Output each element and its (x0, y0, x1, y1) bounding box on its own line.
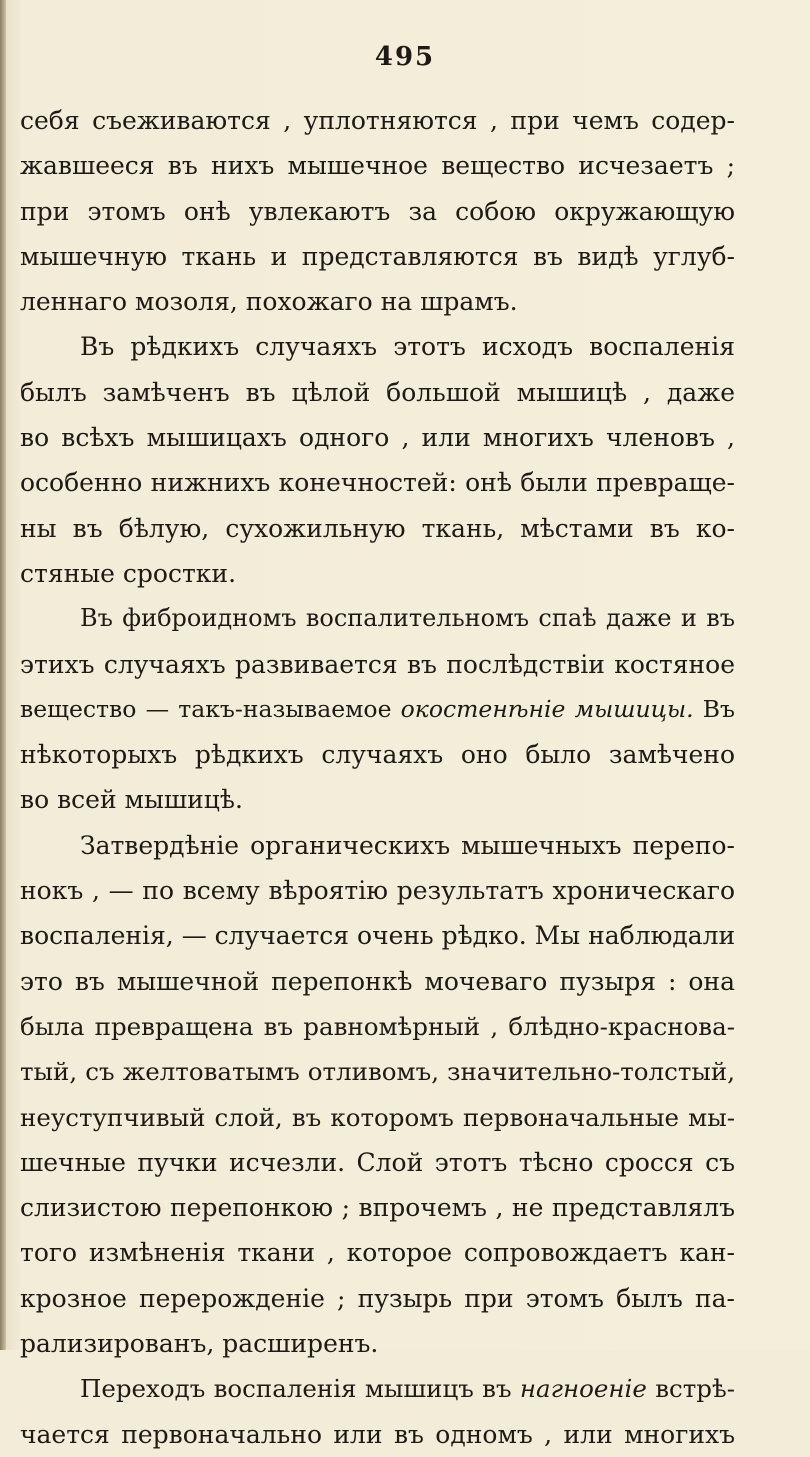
text-line: ны въ бѣлую, сухожильную ткань, мѣстами въ ко- (20, 513, 735, 543)
italic-term: окостенѣніе мышицы. (400, 694, 694, 723)
text-line: неуступчивый слой, въ которомъ первоначальные мы- (20, 1102, 735, 1132)
page-binding-edge (0, 0, 6, 1350)
text-line: Въ рѣдкихъ случаяхъ этотъ исходъ воспаленія (80, 332, 735, 362)
text-line: чается первоначально или въ одномъ , или многихъ (20, 1419, 735, 1449)
text-line: жавшееся въ нихъ мышечное вещество исчезаетъ ; (20, 151, 735, 181)
text-segment: Въ (693, 694, 735, 723)
text-line: мышечную ткань и представляются въ видѣ углуб- (20, 241, 735, 271)
body-text (20, 98, 735, 1457)
text-line: нокъ , — по всему вѣроятію результатъ хроническаго (20, 876, 735, 906)
text-line: воспаленія, — случается очень рѣдко. Мы наблюдали (20, 921, 735, 951)
text-line: Въ фиброидномъ воспалительномъ спаѣ даже и въ (80, 604, 735, 633)
text-segment: встрѣ- (646, 1374, 735, 1404)
text-line: Затвердѣніе органическихъ мышечныхъ перепо- (80, 830, 735, 860)
text-line: этихъ случаяхъ развивается въ послѣдствіи костяное (20, 649, 735, 679)
text-line: это въ мышечной перепонкѣ мочеваго пузыря : она (20, 966, 735, 996)
text-line: леннаго мозоля, похожаго на шрамъ. (20, 287, 518, 317)
text-line: себя съеживаются , уплотняются , при чемъ содер- (20, 106, 735, 135)
text-line: тый, съ желтоватымъ отливомъ, значительно-толстый, (20, 1057, 735, 1087)
text-line: во всей мышицѣ. (20, 785, 243, 815)
text-line: крозное перерожденіе ; пузырь при этомъ былъ па- (20, 1283, 735, 1313)
text-line (20, 687, 735, 732)
text-line: нѣкоторыхъ рѣдкихъ случаяхъ оно было замѣчено (20, 740, 735, 770)
text-line: стяные сростки. (20, 558, 237, 588)
text-line: во всѣхъ мышицахъ одного , или многихъ членовъ , (20, 423, 735, 453)
text-line: шечные пучки исчезли. Слой этотъ тѣсно сросся съ (20, 1147, 735, 1177)
text-segment: вещество — такъ-называемое (20, 694, 401, 723)
text-line: была превращена въ равномѣрный , блѣдно-краснова- (20, 1011, 735, 1041)
text-segment: Переходъ воспаленія мышицъ въ (80, 1374, 520, 1404)
italic-term: нагноеніе (519, 1374, 647, 1404)
text-line: особенно нижнихъ конечностей: онѣ были превраще- (20, 468, 735, 498)
text-line: слизистою перепонкою ; впрочемъ , не представлялъ (20, 1193, 735, 1223)
page-number: 495 (374, 42, 436, 72)
text-line: былъ замѣченъ въ цѣлой большой мышицѣ , даже (20, 377, 735, 407)
text-line: рализированъ, расширенъ. (20, 1329, 379, 1359)
text-line: того измѣненія ткани , которое сопровождаетъ кан- (20, 1238, 735, 1268)
text-line: при этомъ онѣ увлекаютъ за собою окружающую (20, 196, 735, 226)
text-line (20, 1366, 735, 1411)
